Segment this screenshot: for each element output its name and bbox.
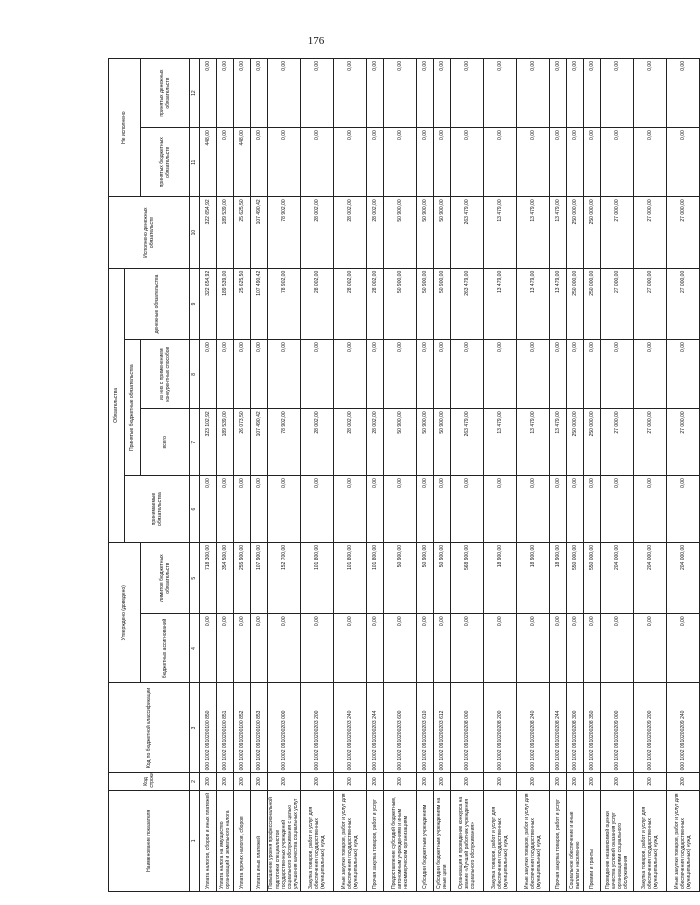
row-classif: 000 1002 0910200208 244 (550, 683, 567, 773)
cell-total: 13 479,00 (484, 409, 517, 476)
cell-not-exec-monetary: 0,00 (451, 59, 484, 128)
row-name: Прочая закупка товаров, работ и услуг (550, 790, 567, 891)
cell-budget-alloc: 0,00 (584, 614, 601, 683)
cell-limits: 718 300,00 (200, 542, 217, 613)
cell-accepted-obl: 0,00 (217, 476, 234, 543)
cell-budget-alloc: 0,00 (417, 614, 434, 683)
column-number: 12 (190, 59, 200, 128)
table-row (200, 59, 217, 892)
cell-monetary-obl: 25 625,50 (234, 268, 251, 339)
cell-accepted-obl: 0,00 (367, 476, 384, 543)
table-row (550, 59, 567, 892)
cell-competitive: 0,00 (484, 340, 517, 409)
header-accepted-obl: принимаемые обязательства (125, 476, 190, 543)
cell-executed: 78 902,00 (268, 197, 301, 268)
cell-total: 323 102,92 (200, 409, 217, 476)
table-row (634, 59, 667, 892)
table-row (367, 59, 384, 892)
header-monetary-obl: денежные обязательства (125, 268, 190, 339)
cell-budget-alloc: 0,00 (367, 614, 384, 683)
row-classif: 000 1002 0910200209 200 (634, 683, 667, 773)
cell-not-exec-budget: 0,00 (217, 128, 234, 197)
cell-total: 189 539,00 (217, 409, 234, 476)
row-name: Иные закупки товаров, работ и услуг для обеспечения государственных (муниципальных) нужд (334, 790, 367, 891)
cell-competitive: 0,00 (268, 340, 301, 409)
table-row (567, 59, 584, 892)
cell-executed: 107 490,42 (251, 197, 268, 268)
cell-budget-alloc: 0,00 (667, 614, 700, 683)
row-classif: 000 1002 0910200100 852 (234, 683, 251, 773)
column-number: 11 (190, 128, 200, 197)
cell-accepted-obl: 0,00 (601, 476, 634, 543)
row-classif: 000 1002 0910200209 000 (601, 683, 634, 773)
table-row (584, 59, 601, 892)
cell-not-exec-monetary: 0,00 (517, 59, 550, 128)
cell-not-exec-monetary: 0,00 (667, 59, 700, 128)
cell-competitive: 0,00 (367, 340, 384, 409)
cell-not-exec-monetary: 0,00 (301, 59, 334, 128)
row-name: Уплата налога на имущество организаций и земельного налога (217, 790, 234, 891)
row-code: 200 (200, 773, 217, 790)
row-code: 200 (234, 773, 251, 790)
row-name: Прочая закупка товаров, работ и услуг (367, 790, 384, 891)
cell-budget-alloc: 0,00 (251, 614, 268, 683)
cell-executed: 27 000,00 (667, 197, 700, 268)
report-table-area (108, 58, 693, 892)
cell-limits: 354 500,00 (217, 542, 234, 613)
cell-total: 27 000,00 (667, 409, 700, 476)
cell-monetary-obl: 50 900,00 (384, 268, 417, 339)
header-limits: лимитов бюджетных обязательств (141, 542, 190, 613)
cell-not-exec-budget: 0,00 (384, 128, 417, 197)
column-number: 9 (190, 268, 200, 339)
column-number: 10 (190, 197, 200, 268)
table-row (217, 59, 234, 892)
column-number: 2 (190, 773, 200, 790)
cell-competitive: 0,00 (634, 340, 667, 409)
cell-limits: 204 000,00 (667, 542, 700, 613)
cell-not-exec-budget: 0,00 (584, 128, 601, 197)
cell-competitive: 0,00 (251, 340, 268, 409)
row-name: Повышение уровня профессиональной подготовки специалистов государственных учреждений социального обслуживания с целью улучшения качества социальных услуг (268, 790, 301, 891)
cell-competitive: 0,00 (601, 340, 634, 409)
row-code: 200 (417, 773, 434, 790)
cell-executed: 27 000,00 (634, 197, 667, 268)
cell-not-exec-budget: 0,00 (550, 128, 567, 197)
cell-limits: 152 700,00 (268, 542, 301, 613)
table-row (667, 59, 700, 892)
cell-competitive: 0,00 (417, 340, 434, 409)
header-executed-monetary: Исполнено денежных обязательств (109, 197, 190, 268)
cell-not-exec-monetary: 0,00 (417, 59, 434, 128)
cell-not-exec-budget: 0,00 (484, 128, 517, 197)
cell-not-exec-budget: 0,00 (451, 128, 484, 197)
cell-not-exec-budget: 448,00 (234, 128, 251, 197)
row-name: Организация и проведение конкурса на звание «Лучший работник учреждения социального обслуживания» (451, 790, 484, 891)
cell-limits: 550 000,00 (567, 542, 584, 613)
cell-budget-alloc: 0,00 (451, 614, 484, 683)
cell-competitive: 0,00 (384, 340, 417, 409)
cell-budget-alloc: 0,00 (268, 614, 301, 683)
column-number-row (190, 59, 200, 892)
cell-budget-alloc: 0,00 (334, 614, 367, 683)
cell-competitive: 0,00 (434, 340, 451, 409)
row-name: Предоставление субсидий бюджетным, автономным учреждениям и иным некоммерческим организациям (384, 790, 417, 891)
cell-limits: 18 900,00 (484, 542, 517, 613)
cell-total: 27 000,00 (634, 409, 667, 476)
cell-not-exec-budget: 0,00 (301, 128, 334, 197)
cell-accepted-obl: 0,00 (417, 476, 434, 543)
cell-not-exec-monetary: 0,00 (484, 59, 517, 128)
row-code: 200 (334, 773, 367, 790)
table-row (301, 59, 334, 892)
cell-accepted-obl: 0,00 (667, 476, 700, 543)
cell-accepted-obl: 0,00 (484, 476, 517, 543)
cell-accepted-obl: 0,00 (584, 476, 601, 543)
cell-executed: 50 900,00 (417, 197, 434, 268)
row-classif: 000 1002 0910200100 853 (251, 683, 268, 773)
header-total: всего (141, 409, 190, 476)
header-code: Код строки (109, 773, 190, 790)
cell-monetary-obl: 78 902,00 (268, 268, 301, 339)
cell-limits: 204 000,00 (634, 542, 667, 613)
cell-not-exec-budget: 0,00 (367, 128, 384, 197)
cell-monetary-obl: 28 002,00 (301, 268, 334, 339)
table-row (251, 59, 268, 892)
cell-budget-alloc: 0,00 (234, 614, 251, 683)
cell-not-exec-budget: 0,00 (417, 128, 434, 197)
header-classif: Код по бюджетной классификации (109, 683, 190, 773)
cell-competitive: 0,00 (517, 340, 550, 409)
cell-accepted-obl: 0,00 (251, 476, 268, 543)
row-classif: 000 1002 0910200203 200 (301, 683, 334, 773)
row-classif: 000 1002 0910200100 850 (200, 683, 217, 773)
row-code: 200 (550, 773, 567, 790)
cell-total: 13 479,00 (550, 409, 567, 476)
row-classif: 000 1002 0910200208 350 (584, 683, 601, 773)
cell-budget-alloc: 0,00 (301, 614, 334, 683)
cell-competitive: 0,00 (217, 340, 234, 409)
cell-competitive: 0,00 (451, 340, 484, 409)
cell-not-exec-monetary: 0,00 (584, 59, 601, 128)
cell-monetary-obl: 189 539,00 (217, 268, 234, 339)
row-classif: 000 1002 0910200208 300 (567, 683, 584, 773)
cell-not-exec-monetary: 0,00 (268, 59, 301, 128)
cell-not-exec-monetary: 0,00 (234, 59, 251, 128)
row-name: Иные закупки товаров, работ и услуг для обеспечения государственных (муниципальных) нужд (667, 790, 700, 891)
header-obligations: Обязательства (109, 268, 125, 542)
cell-executed: 322 654,92 (200, 197, 217, 268)
column-number: 4 (190, 614, 200, 683)
row-code: 200 (217, 773, 234, 790)
cell-not-exec-budget: 0,00 (601, 128, 634, 197)
column-number: 8 (190, 340, 200, 409)
cell-monetary-obl: 13 479,00 (517, 268, 550, 339)
cell-competitive: 0,00 (667, 340, 700, 409)
table-row (334, 59, 367, 892)
cell-accepted-obl: 0,00 (301, 476, 334, 543)
cell-total: 250 000,00 (584, 409, 601, 476)
cell-not-exec-budget: 0,00 (567, 128, 584, 197)
cell-monetary-obl: 13 479,00 (484, 268, 517, 339)
cell-competitive: 0,00 (200, 340, 217, 409)
cell-monetary-obl: 263 479,00 (451, 268, 484, 339)
column-number: 5 (190, 542, 200, 613)
cell-limits: 18 900,00 (517, 542, 550, 613)
column-number: 6 (190, 476, 200, 543)
cell-monetary-obl: 107 490,42 (251, 268, 268, 339)
cell-total: 107 490,42 (251, 409, 268, 476)
header-accepted-budget-obl: Принятые бюджетные обязательства (125, 340, 141, 476)
cell-competitive: 0,00 (234, 340, 251, 409)
column-number: 1 (190, 790, 200, 891)
row-classif: 000 1002 0910200203 600 (384, 683, 417, 773)
cell-not-exec-monetary: 0,00 (251, 59, 268, 128)
header-approved: Утверждено (доведено) (109, 542, 141, 683)
row-classif: 000 1002 0910200208 000 (451, 683, 484, 773)
cell-accepted-obl: 0,00 (268, 476, 301, 543)
cell-budget-alloc: 0,00 (217, 614, 234, 683)
cell-monetary-obl: 250 000,00 (567, 268, 584, 339)
cell-budget-alloc: 0,00 (634, 614, 667, 683)
cell-total: 26 073,50 (234, 409, 251, 476)
cell-budget-alloc: 0,00 (567, 614, 584, 683)
cell-limits: 204 000,00 (601, 542, 634, 613)
row-classif: 000 1002 0910200203 612 (434, 683, 451, 773)
cell-total: 78 902,00 (268, 409, 301, 476)
row-classif: 000 1002 0910200208 200 (484, 683, 517, 773)
cell-limits: 50 900,00 (417, 542, 434, 613)
cell-competitive: 0,00 (584, 340, 601, 409)
table-row (601, 59, 634, 892)
cell-limits: 101 800,00 (334, 542, 367, 613)
row-name: Уплата прочих налогов, сборов (234, 790, 251, 891)
row-code: 200 (268, 773, 301, 790)
cell-monetary-obl: 13 479,00 (550, 268, 567, 339)
cell-executed: 27 000,00 (601, 197, 634, 268)
row-classif: 000 1002 0910200209 240 (667, 683, 700, 773)
row-classif: 000 1002 0910200203 240 (334, 683, 367, 773)
row-name: Закупка товаров, работ и услуг для обеспечения государственных (муниципальных) нужд (634, 790, 667, 891)
cell-limits: 50 900,00 (384, 542, 417, 613)
cell-not-exec-monetary: 0,00 (434, 59, 451, 128)
cell-limits: 101 800,00 (301, 542, 334, 613)
table-row (234, 59, 251, 892)
row-name: Социальное обеспечение и иные выплаты населению (567, 790, 584, 891)
cell-not-exec-monetary: 0,00 (367, 59, 384, 128)
row-classif: 000 1002 0910200208 240 (517, 683, 550, 773)
cell-executed: 28 002,00 (334, 197, 367, 268)
cell-limits: 550 000,00 (584, 542, 601, 613)
header-not-exec-budget-obl: принятых бюджетных обязательств (141, 128, 190, 197)
row-name: Закупка товаров, работ и услуг для обеспечения государственных (муниципальных) нужд (301, 790, 334, 891)
cell-limits: 107 900,00 (251, 542, 268, 613)
row-code: 200 (667, 773, 700, 790)
row-name: Проведение независимой оценки качества условий оказания услуг организациями социального обслуживания (601, 790, 634, 891)
row-name: Премии и гранты (584, 790, 601, 891)
cell-limits: 255 900,00 (234, 542, 251, 613)
table-row (517, 59, 550, 892)
cell-total: 28 002,00 (367, 409, 384, 476)
row-name: Субсидии бюджетным учреждениям на иные цели (434, 790, 451, 891)
cell-total: 50 900,00 (434, 409, 451, 476)
cell-executed: 25 625,50 (234, 197, 251, 268)
cell-accepted-obl: 0,00 (634, 476, 667, 543)
row-code: 200 (584, 773, 601, 790)
cell-executed: 250 000,00 (567, 197, 584, 268)
cell-not-exec-monetary: 0,00 (334, 59, 367, 128)
header-name: Наименование показателя (109, 790, 190, 891)
cell-limits: 568 900,00 (451, 542, 484, 613)
cell-not-exec-budget: 0,00 (251, 128, 268, 197)
cell-not-exec-budget: 0,00 (667, 128, 700, 197)
cell-executed: 28 002,00 (301, 197, 334, 268)
row-classif: 000 1002 0910200203 244 (367, 683, 384, 773)
cell-executed: 13 479,00 (550, 197, 567, 268)
cell-limits: 50 900,00 (434, 542, 451, 613)
cell-monetary-obl: 27 000,00 (634, 268, 667, 339)
row-code: 200 (367, 773, 384, 790)
header-incl-competitive: из них с применением конкурентных способов (141, 340, 190, 409)
cell-monetary-obl: 27 000,00 (667, 268, 700, 339)
cell-monetary-obl: 322 654,92 (200, 268, 217, 339)
cell-monetary-obl: 27 000,00 (601, 268, 634, 339)
cell-total: 250 000,00 (567, 409, 584, 476)
row-code: 200 (567, 773, 584, 790)
row-code: 200 (484, 773, 517, 790)
cell-not-exec-budget: 0,00 (268, 128, 301, 197)
row-name: Иные закупки товаров, работ и услуг для обеспечения государственных (муниципальных) нужд (517, 790, 550, 891)
cell-budget-alloc: 0,00 (200, 614, 217, 683)
cell-accepted-obl: 0,00 (451, 476, 484, 543)
cell-competitive: 0,00 (334, 340, 367, 409)
cell-budget-alloc: 0,00 (434, 614, 451, 683)
row-code: 200 (384, 773, 417, 790)
column-number: 7 (190, 409, 200, 476)
cell-budget-alloc: 0,00 (384, 614, 417, 683)
cell-accepted-obl: 0,00 (334, 476, 367, 543)
cell-not-exec-monetary: 0,00 (217, 59, 234, 128)
cell-accepted-obl: 0,00 (517, 476, 550, 543)
cell-limits: 18 900,00 (550, 542, 567, 613)
cell-executed: 13 479,00 (484, 197, 517, 268)
row-code: 200 (451, 773, 484, 790)
cell-accepted-obl: 0,00 (550, 476, 567, 543)
cell-competitive: 0,00 (301, 340, 334, 409)
cell-budget-alloc: 0,00 (601, 614, 634, 683)
cell-accepted-obl: 0,00 (234, 476, 251, 543)
cell-executed: 50 900,00 (434, 197, 451, 268)
cell-total: 263 479,00 (451, 409, 484, 476)
row-classif: 000 1002 0910200100 851 (217, 683, 234, 773)
cell-not-exec-budget: 0,00 (634, 128, 667, 197)
budget-execution-table (108, 58, 700, 892)
row-classif: 000 1002 0910200203 000 (268, 683, 301, 773)
cell-not-exec-monetary: 0,00 (567, 59, 584, 128)
cell-budget-alloc: 0,00 (517, 614, 550, 683)
cell-executed: 13 479,00 (517, 197, 550, 268)
row-name: Уплата налогов, сборов и иных платежей (200, 790, 217, 891)
header-budget-alloc: бюджетных ассигнований (141, 614, 190, 683)
cell-monetary-obl: 250 000,00 (584, 268, 601, 339)
cell-not-exec-monetary: 0,00 (550, 59, 567, 128)
cell-not-exec-monetary: 0,00 (384, 59, 417, 128)
table-row (268, 59, 301, 892)
table-row (434, 59, 451, 892)
cell-budget-alloc: 0,00 (550, 614, 567, 683)
row-code: 200 (434, 773, 451, 790)
table-row (451, 59, 484, 892)
column-number: 3 (190, 683, 200, 773)
cell-executed: 28 002,00 (367, 197, 384, 268)
table-row (417, 59, 434, 892)
cell-competitive: 0,00 (567, 340, 584, 409)
table-row (484, 59, 517, 892)
row-code: 200 (634, 773, 667, 790)
cell-monetary-obl: 28 002,00 (334, 268, 367, 339)
table-row (384, 59, 417, 892)
cell-monetary-obl: 50 900,00 (434, 268, 451, 339)
row-code: 200 (301, 773, 334, 790)
cell-accepted-obl: 0,00 (567, 476, 584, 543)
cell-not-exec-monetary: 0,00 (200, 59, 217, 128)
cell-not-exec-monetary: 0,00 (634, 59, 667, 128)
cell-total: 50 900,00 (384, 409, 417, 476)
row-code: 200 (251, 773, 268, 790)
cell-total: 28 002,00 (334, 409, 367, 476)
row-name: Уплата иных платежей (251, 790, 268, 891)
row-code: 200 (601, 773, 634, 790)
rotated-page (108, 58, 693, 892)
row-name: Субсидии бюджетным учреждениям (417, 790, 434, 891)
cell-executed: 250 000,00 (584, 197, 601, 268)
cell-accepted-obl: 0,00 (200, 476, 217, 543)
cell-executed: 50 900,00 (384, 197, 417, 268)
cell-accepted-obl: 0,00 (434, 476, 451, 543)
page-number: 176 (307, 35, 325, 47)
cell-not-exec-budget: 0,00 (434, 128, 451, 197)
cell-executed: 189 539,00 (217, 197, 234, 268)
cell-total: 13 479,00 (517, 409, 550, 476)
cell-accepted-obl: 0,00 (384, 476, 417, 543)
cell-not-exec-budget: 448,00 (200, 128, 217, 197)
cell-executed: 263 479,00 (451, 197, 484, 268)
cell-not-exec-budget: 0,00 (334, 128, 367, 197)
cell-competitive: 0,00 (550, 340, 567, 409)
cell-total: 27 000,00 (601, 409, 634, 476)
cell-budget-alloc: 0,00 (484, 614, 517, 683)
table-body (200, 59, 700, 892)
row-code: 200 (517, 773, 550, 790)
cell-total: 50 900,00 (417, 409, 434, 476)
header-not-exec-monetary: принятых денежных обязательств (141, 59, 190, 128)
cell-limits: 101 800,00 (367, 542, 384, 613)
cell-not-exec-monetary: 0,00 (601, 59, 634, 128)
cell-total: 28 002,00 (301, 409, 334, 476)
cell-monetary-obl: 50 900,00 (417, 268, 434, 339)
row-classif: 000 1002 0910200203 610 (417, 683, 434, 773)
cell-not-exec-budget: 0,00 (517, 128, 550, 197)
row-name: Закупка товаров, работ и услуг для обеспечения государственных (муниципальных) нужд (484, 790, 517, 891)
header-not-executed: Не исполнено (109, 59, 141, 197)
cell-monetary-obl: 28 002,00 (367, 268, 384, 339)
